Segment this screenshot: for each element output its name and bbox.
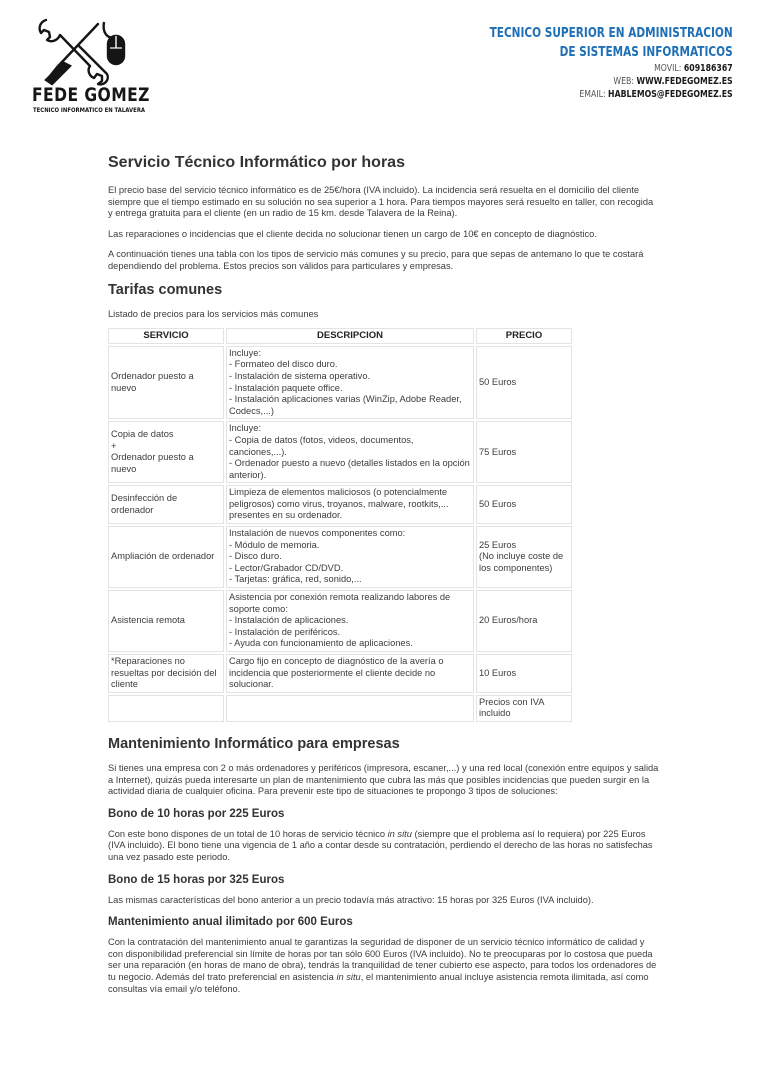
anual-title: Mantenimiento anual ilimitado por 600 Euros — [108, 916, 353, 929]
web-link[interactable]: WWW.FEDEGOMEZ.ES — [636, 76, 733, 87]
cell-precio: 50 Euros — [476, 485, 572, 524]
email-label: EMAIL: — [579, 89, 606, 100]
brand-name: FEDE GOMEZ — [32, 84, 150, 106]
web-label: WEB: — [613, 76, 635, 87]
cell-precio: 75 Euros — [476, 421, 572, 483]
cell-servicio-empty — [108, 695, 224, 722]
page-header — [0, 0, 768, 130]
contact-block — [421, 24, 733, 101]
column-header-servicio: SERVICIO — [108, 328, 224, 344]
section-title-tarifas: Tarifas comunes — [108, 281, 223, 298]
cell-precio: 25 Euros (No incluye coste de los componentes) — [476, 526, 572, 588]
table-row — [108, 346, 572, 420]
brand-tagline: TECNICO INFORMATICO EN TALAVERA — [33, 106, 146, 114]
bono10-text-a: Con este bono dispones de un total de 10 horas de servicio técnico — [108, 828, 388, 839]
column-header-precio: PRECIO — [476, 328, 572, 344]
job-title-line1: TECNICO SUPERIOR EN ADMINISTRACION — [489, 25, 733, 41]
column-header-descripcion: DESCRIPCION — [226, 328, 474, 344]
price-table — [106, 326, 574, 724]
table-row — [108, 421, 572, 483]
anual-text-b: , el mantenimiento anual incluye asistencia remota ilimitada, así como consultas vía email y/o teléfono. — [108, 971, 649, 994]
cell-descripcion: Incluye: - Copia de datos (fotos, videos, documentos, canciones,...). - Ordenador puesto a nuevo (detalles listados en la opción anterior). — [226, 421, 474, 483]
anual-text — [108, 937, 660, 995]
job-title-line2: DE SISTEMAS INFORMATICOS — [559, 44, 733, 60]
table-row — [108, 695, 572, 722]
email-link[interactable]: HABLEMOS@FEDEGOMEZ.ES — [608, 89, 733, 100]
bono10-insitu: in situ — [387, 828, 412, 839]
cell-precio: 50 Euros — [476, 346, 572, 420]
movil-label: MOVIL: — [654, 63, 682, 74]
movil-line — [477, 62, 733, 75]
cell-servicio: Desinfección de ordenador — [108, 485, 224, 524]
bono15-text: Las mismas características del bono anterior a un precio todavía más atractivo: 15 horas por 325 Euros (IVA incluido). — [108, 894, 594, 905]
paragraph-tabla-intro: A continuación tienes una tabla con los tipos de servicio más comunes y su precio, para que sepas de antemano lo que te costará dependiendo del problema. Estos precios son válidos para particulares y empresas. — [108, 249, 644, 271]
bono10-title: Bono de 10 horas por 225 Euros — [108, 807, 285, 820]
cell-descripcion: Cargo fijo en concepto de diagnóstico de la avería o incidencia que posteriormente el cliente decide no solucionar. — [226, 654, 474, 693]
tools-logo-icon — [32, 14, 132, 92]
paragraph-precio-base: El precio base del servicio técnico informático es de 25€/hora (IVA incluido). La incidencia será resuelta en el domicilio del cliente siempre que el tiempo estimado en su solución no sea superior a 1 hora. Para tiempos mayores será resuelto en taller, con recogida y entrega gratuita para el cliente (en un radio de 15 km. desde Talavera de la Reina). — [108, 185, 654, 219]
email-line — [477, 88, 733, 101]
cell-servicio: *Reparaciones no resueltas por decisión del cliente — [108, 654, 224, 693]
cell-precio-iva-note: Precios con IVA incluido — [476, 695, 572, 722]
cell-descripcion-empty — [226, 695, 474, 722]
cell-descripcion: Instalación de nuevos componentes como: - Módulo de memoria. - Disco duro. - Lector/Grabador CD/DVD. - Tarjetas: gráfica, red, sonido,... — [226, 526, 474, 588]
section-title-servicio: Servicio Técnico Informático por horas — [108, 154, 405, 171]
mouse-icon — [104, 22, 124, 64]
cell-servicio: Asistencia remota — [108, 590, 224, 652]
cell-servicio: Ordenador puesto a nuevo — [108, 346, 224, 420]
cell-precio: 10 Euros — [476, 654, 572, 693]
table-header-row — [108, 328, 572, 344]
tarifas-intro: Listado de precios para los servicios más comunes — [108, 308, 319, 319]
section-title-empresas: Mantenimiento Informático para empresas — [108, 735, 400, 752]
bono15-title: Bono de 15 horas por 325 Euros — [108, 873, 285, 886]
cell-servicio: Copia de datos + Ordenador puesto a nuevo — [108, 421, 224, 483]
cell-descripcion: Limpieza de elementos maliciosos (o potencialmente peligrosos) como virus, troyanos, malware, rootkits,... presentes en su ordenador. — [226, 485, 474, 524]
movil-value[interactable]: 609186367 — [684, 63, 733, 74]
bono10-text — [108, 829, 660, 864]
web-line — [477, 75, 733, 88]
paragraph-reparaciones: Las reparaciones o incidencias que el cliente decida no solucionar tienen un cargo de 10€ en concepto de diagnóstico. — [108, 228, 597, 239]
table-row — [108, 590, 572, 652]
empresas-intro: Si tienes una empresa con 2 o más ordenadores y periféricos (impresora, escaner,...) y una red local (conexión entre equipos y salida a Internet), quizás pueda interesarte un plan de mantenimiento que cubra las más que posibles incidencias que pueden surgir en la actividad diaria de cualquier oficina. Para prevenir este tipo de situaciones te propongo 3 tipos de soluciones: — [108, 762, 659, 797]
anual-text-a: Con la contratación del mantenimiento anual te garantizas la seguridad de disponer de un servicio técnico informático de calidad y con disponibilidad preferencial sin límite de horas por tan sólo 600 Euros (IVA incluido). No te preocuparas por lo costosa que pueda ser una reparación (en horas de mano de obra), tendrás la tranquilidad de tener cubierto ese aspecto, para todos los ordenadores de tu negocio. Además del trato preferencial en asistencia — [108, 937, 657, 982]
bono10-text-b: (siempre que el problema así lo requiera) por 225 Euros (IVA incluido). El bono tiene una vigencia de 1 año a contar desde su contratación, perdiendo el derecho de las horas no satisfechas una vez pasado este periodo. — [108, 828, 653, 862]
table-row — [108, 526, 572, 588]
cell-precio: 20 Euros/hora — [476, 590, 572, 652]
cell-descripcion: Incluye: - Formateo del disco duro. - Instalación de sistema operativo. - Instalación paquete office. - Instalación aplicaciones varias (WinZip, Adobe Reader, Codecs,...) — [226, 346, 474, 420]
table-row — [108, 485, 572, 524]
table-row — [108, 654, 572, 693]
cell-servicio: Ampliación de ordenador — [108, 526, 224, 588]
cell-descripcion: Asistencia por conexión remota realizando labores de soporte como: - Instalación de aplicaciones. - Instalación de periféricos. - Ayuda con funcionamiento de aplicaciones. — [226, 590, 474, 652]
main-content — [108, 154, 660, 995]
anual-insitu: in situ — [336, 971, 361, 982]
